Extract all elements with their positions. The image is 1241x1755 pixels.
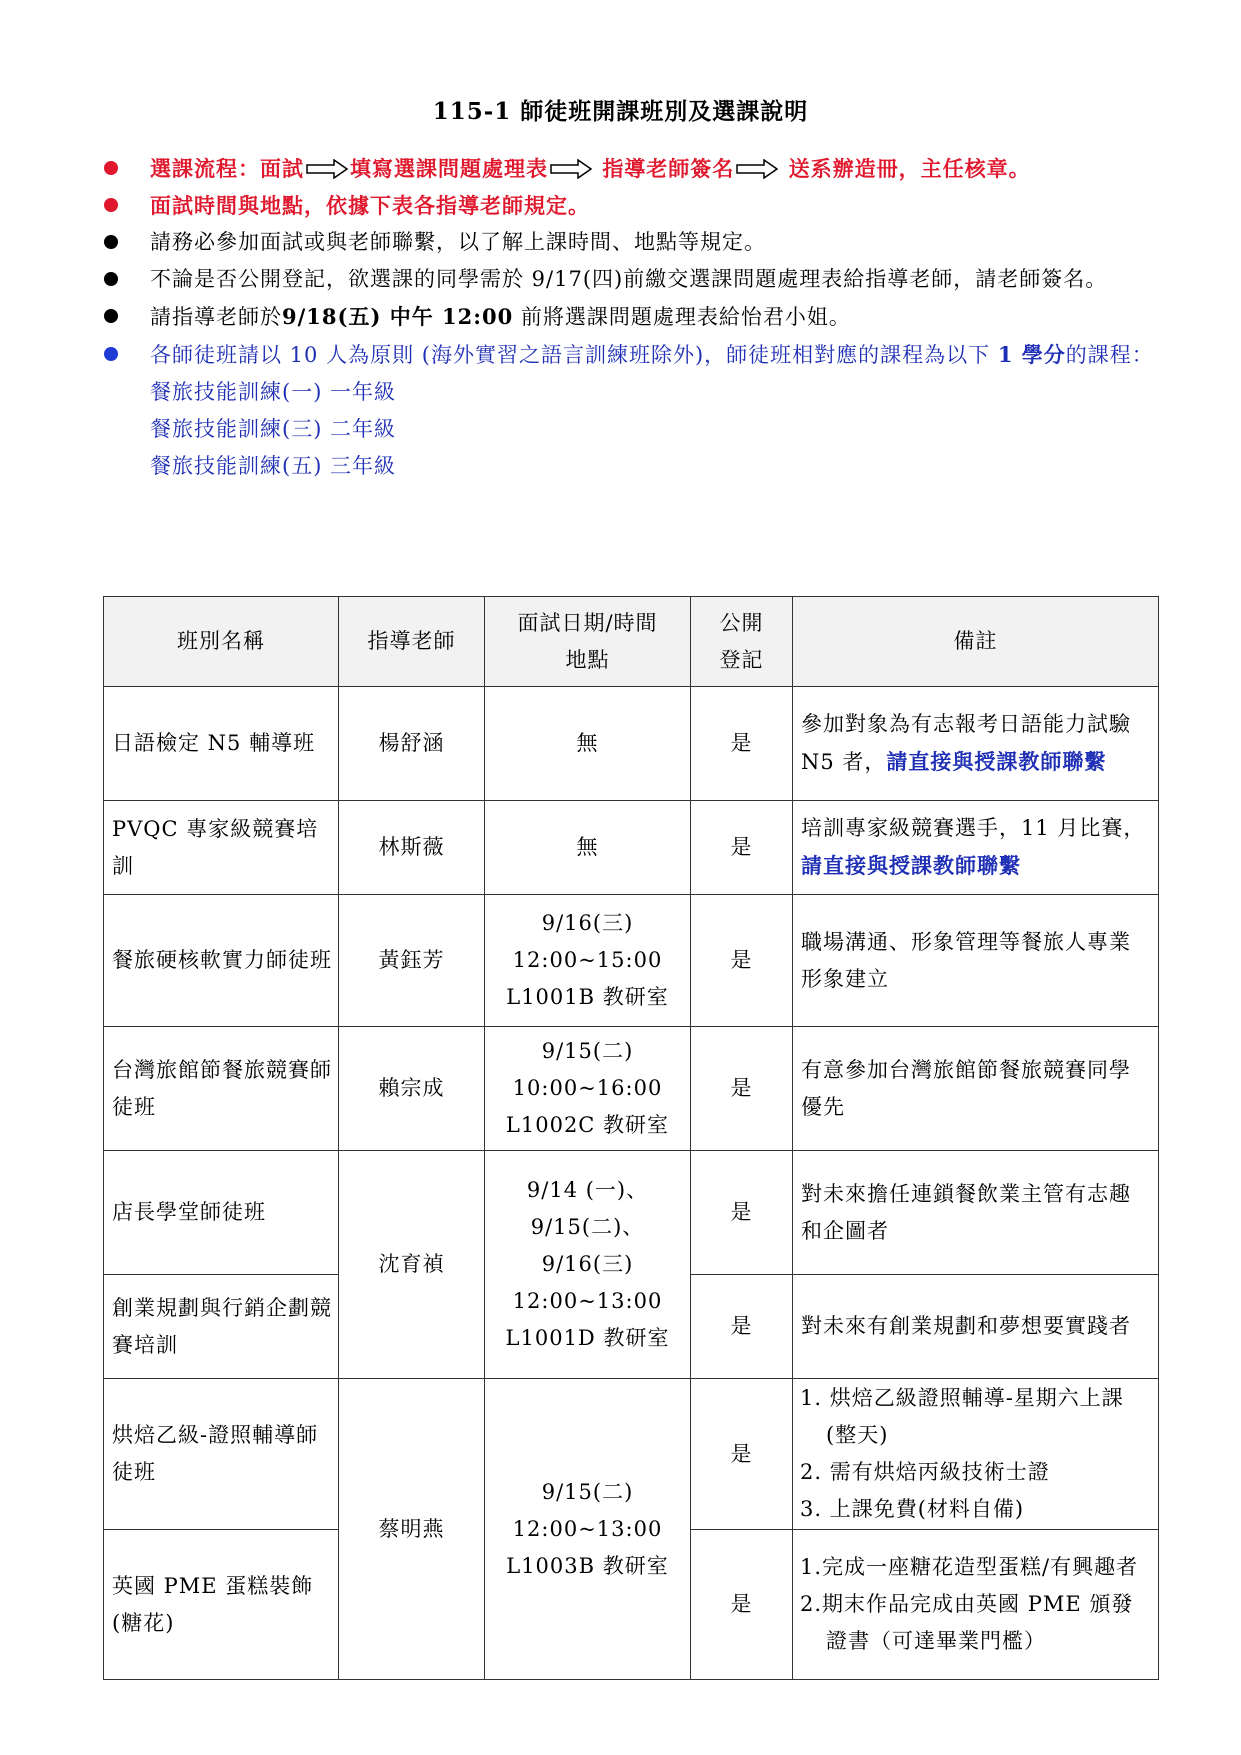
right-arrow-icon	[306, 159, 348, 179]
note-cell: 有意參加台灣旅館節餐旅競賽同學優先	[793, 1027, 1159, 1151]
public-cell: 是	[691, 1530, 793, 1680]
header-class-name: 班別名稱	[104, 597, 339, 687]
submit-text: 不論是否公開登記，欲選課的同學需於 9/17(四)前繳交選課問題處理表給指導老師，請老師簽名。	[150, 267, 1108, 291]
bullet-attend	[104, 224, 1169, 261]
teacher-cell: 沈育禎	[339, 1151, 485, 1379]
deadline-post: 前將選課問題處理表給怡君小姐。	[520, 305, 851, 329]
class-name-cell: 日語檢定 N5 輔導班	[104, 687, 339, 801]
note-cell: 對未來擔任連鎖餐飲業主管有志趣和企圖者	[793, 1151, 1159, 1275]
teacher-cell: 黃鈺芳	[339, 895, 485, 1027]
course-item: 餐旅技能訓練(三) 二年級	[150, 417, 397, 441]
class-table	[103, 596, 1159, 1680]
table-row	[104, 687, 1159, 801]
public-cell: 是	[691, 895, 793, 1027]
public-cell: 是	[691, 1275, 793, 1379]
interview-rule-text: 面試時間與地點，依據下表各指導老師規定。	[150, 193, 590, 218]
class-name-cell: 店長學堂師徒班	[104, 1151, 339, 1275]
flow-step-3: 指導老師簽名	[602, 156, 735, 181]
table-row	[104, 1379, 1159, 1530]
note-list-item: 2.期末作品完成由英國 PME 頒發證書（可達畢業門檻）	[800, 1592, 1134, 1653]
interview-cell: 9/15(二) 10:00~16:00 L1002C 教研室	[485, 1027, 691, 1151]
course-item: 餐旅技能訓練(一) 一年級	[150, 380, 397, 404]
flow-step-4: 送系辦造冊，主任核章。	[788, 156, 1031, 181]
principle-post: 的課程：	[1065, 343, 1154, 367]
note-cell: 對未來有創業規劃和夢想要實踐者	[793, 1275, 1159, 1379]
teacher-cell: 賴宗成	[339, 1027, 485, 1151]
header-notes: 備註	[793, 597, 1159, 687]
bullet-deadline	[104, 298, 1169, 336]
note-list-item: 1. 烘焙乙級證照輔導-星期六上課(整天)	[800, 1386, 1124, 1447]
principle-credit: 1 學分	[997, 342, 1066, 367]
table-header-row	[104, 597, 1159, 687]
public-cell: 是	[691, 801, 793, 895]
table-row	[104, 895, 1159, 1027]
note-cell	[793, 1530, 1159, 1680]
header-interview: 面試日期/時間 地點	[485, 597, 691, 687]
note-list-item: 1.完成一座糖花造型蛋糕/有興趣者	[800, 1555, 1139, 1579]
public-cell: 是	[691, 1027, 793, 1151]
interview-cell: 9/16(三) 12:00~15:00 L1001B 教研室	[485, 895, 691, 1027]
interview-cell: 9/14 (一)、 9/15(二)、9/16(三) 12:00~13:00 L1001D 教研室	[485, 1151, 691, 1379]
note-emphasis: 請直接與授課教師聯繫	[886, 749, 1107, 774]
public-cell: 是	[691, 1151, 793, 1275]
bullet-dot-icon	[104, 235, 118, 249]
note-cell	[793, 1379, 1159, 1530]
flow-step-2: 填寫選課問題處理表	[350, 156, 548, 181]
deadline-pre: 請指導老師於	[150, 305, 282, 329]
bullet-dot-icon	[104, 161, 118, 175]
note-list-item: 3. 上課免費(材料自備)	[800, 1497, 1025, 1521]
right-arrow-icon	[736, 159, 778, 179]
course-item: 餐旅技能訓練(五) 三年級	[150, 454, 397, 478]
bullet-principle	[104, 336, 1169, 374]
note-list-item: 2. 需有烘焙丙級技術士證	[800, 1460, 1050, 1484]
bullet-selection-flow	[104, 150, 1169, 187]
course-list	[104, 374, 1169, 485]
class-name-cell: 餐旅硬核軟實力師徒班	[104, 895, 339, 1027]
header-public: 公開 登記	[691, 597, 793, 687]
class-name-cell: 烘焙乙級-證照輔導師徒班	[104, 1379, 339, 1530]
table-row	[104, 1027, 1159, 1151]
class-name-cell: PVQC 專家級競賽培訓	[104, 801, 339, 895]
right-arrow-icon	[550, 159, 592, 179]
interview-cell: 無	[485, 801, 691, 895]
flow-label: 選課流程：面試	[150, 156, 304, 181]
bullet-interview-rule	[104, 187, 1169, 224]
teacher-cell: 楊舒涵	[339, 687, 485, 801]
bullet-dot-icon	[104, 347, 118, 361]
principle-pre: 各師徒班請以 10 人為原則 (海外實習之語言訓練班除外)，師徒班相對應的課程為以下	[150, 343, 991, 367]
bullet-dot-icon	[104, 198, 118, 212]
bullet-dot-icon	[104, 272, 118, 286]
class-name-cell: 英國 PME 蛋糕裝飾(糖花)	[104, 1530, 339, 1680]
class-name-cell: 創業規劃與行銷企劃競賽培訓	[104, 1275, 339, 1379]
interview-cell: 無	[485, 687, 691, 801]
note-cell: 參加對象為有志報考日語能力試驗 N5 者，請直接與授課教師聯繫	[793, 687, 1159, 801]
header-teacher: 指導老師	[339, 597, 485, 687]
bullet-dot-icon	[104, 309, 118, 323]
public-cell: 是	[691, 1379, 793, 1530]
table-row	[104, 801, 1159, 895]
class-name-cell: 台灣旅館節餐旅競賽師徒班	[104, 1027, 339, 1151]
deadline-date: 9/18(五) 中午 12:00	[282, 304, 514, 329]
instruction-list	[104, 150, 1169, 485]
note-cell: 培訓專家級競賽選手，11 月比賽，請直接與授課教師聯繫	[793, 801, 1159, 895]
page-title: 115-1 師徒班開課班別及選課說明	[432, 98, 809, 125]
note-emphasis: 請直接與授課教師聯繫	[801, 853, 1021, 878]
teacher-cell: 林斯薇	[339, 801, 485, 895]
interview-cell: 9/15(二) 12:00~13:00 L1003B 教研室	[485, 1379, 691, 1680]
public-cell: 是	[691, 687, 793, 801]
bullet-submit	[104, 261, 1169, 298]
attend-text: 請務必參加面試或與老師聯繫，以了解上課時間、地點等規定。	[150, 230, 766, 254]
table-row	[104, 1151, 1159, 1275]
teacher-cell: 蔡明燕	[339, 1379, 485, 1680]
note-cell: 職場溝通、形象管理等餐旅人專業形象建立	[793, 895, 1159, 1027]
